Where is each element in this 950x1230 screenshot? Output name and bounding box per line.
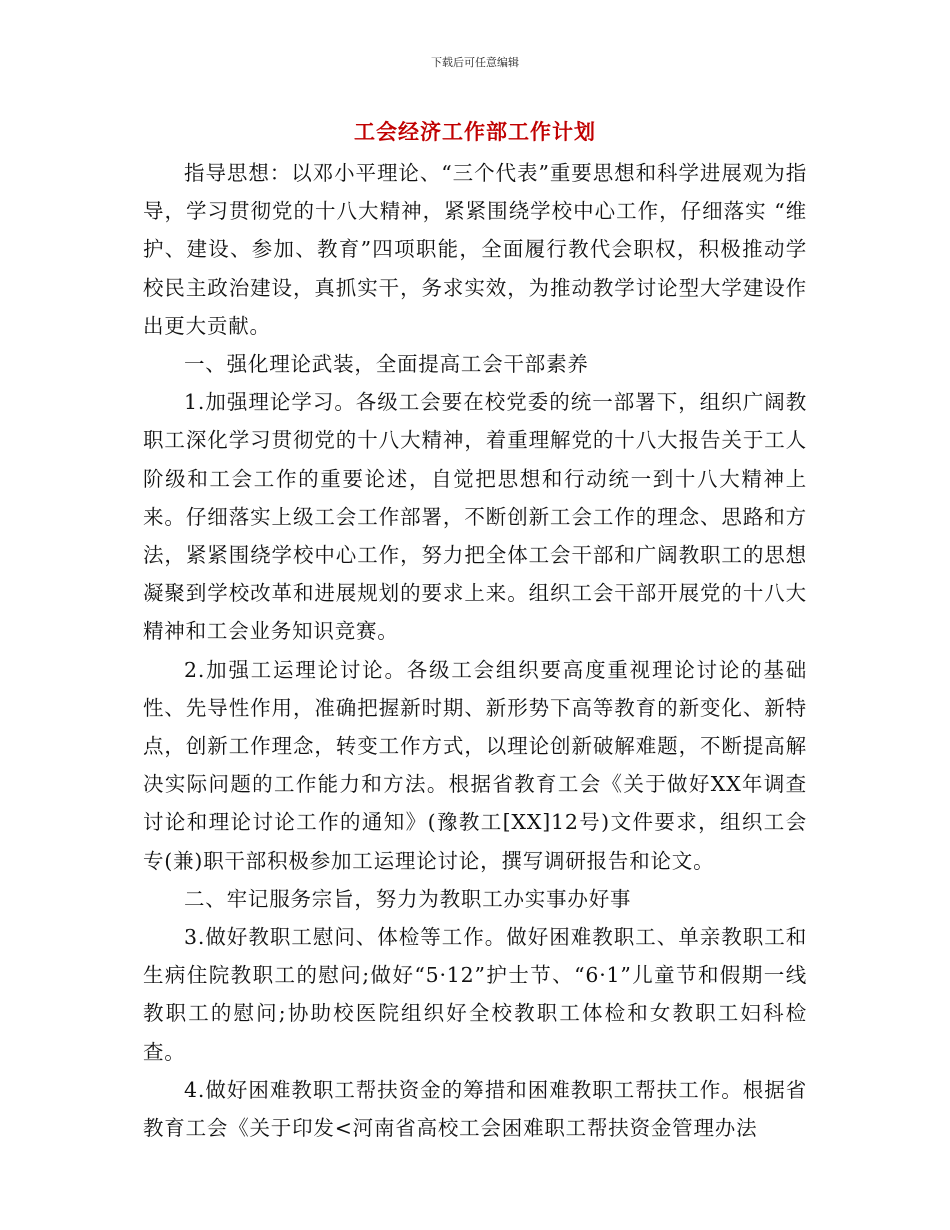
page-title: 工会经济工作部工作计划 [354,120,596,144]
document-body [143,154,807,1147]
paragraph-item-3: 3.做好教职工慰问、体检等工作。做好困难教职工、单亲教职工和生病住院教职工的慰问;做好“5·12”护士节、“6·1”儿童节和假期一线教职工的慰问;协助校医院组织好全校教职工体检和女教职工妇科检查。 [143,925,807,1064]
paragraph-item-1: 1.加强理论学习。各级工会要在校党委的统一部署下，组织广阔教职工深化学习贯彻党的十八大精神，着重理解党的十八大报告关于工人阶级和工会工作的重要论述，自觉把思想和行动统一到十八大精神上来。仔细落实上级工会工作部署，不断创新工会工作的理念、思路和方法，紧紧围绕学校中心工作，努力把全体工会干部和广阔教职工的思想凝聚到学校改革和进展规划的要求上来。组织工会干部开展党的十八大精神和工会业务知识竞赛。 [143,390,807,644]
paragraph-item-2: 2.加强工运理论讨论。各级工会组织要高度重视理论讨论的基础性、先导性作用，准确把握新时期、新形势下高等教育的新变化、新特点，创新工作理念，转变工作方式，以理论创新破解难题，不断提高解决实际问题的工作能力和方法。根据省教育工会《关于做好XX年调查讨论和理论讨论工作的通知》(豫教工[XX]12号)文件要求，组织工会专(兼)职干部积极参加工运理论讨论，撰写调研报告和论文。 [143,657,807,873]
section-heading-2: 二、牢记服务宗旨，努力为教职工办实事办好事 [184,886,632,911]
header-note: 下载后可任意编辑 [431,56,519,69]
paragraph-guiding-ideology: 指导思想：以邓小平理论、“三个代表”重要思想和科学进展观为指导，学习贯彻党的十八大精神，紧紧围绕学校中心工作，仔细落实 “维护、建设、参加、教育”四项职能，全面履行教代会职权，积极推动学校民主政治建设，真抓实干，务求实效，为推动教学讨论型大学建设作出更大贡献。 [143,161,807,338]
section-heading-1: 一、强化理论武装，全面提高工会干部素养 [184,352,589,377]
paragraph-item-4: 4.做好困难教职工帮扶资金的筹措和困难教职工帮扶工作。根据省教育工会《关于印发<河南省高校工会困难职工帮扶资金管理办法 [143,1077,807,1141]
